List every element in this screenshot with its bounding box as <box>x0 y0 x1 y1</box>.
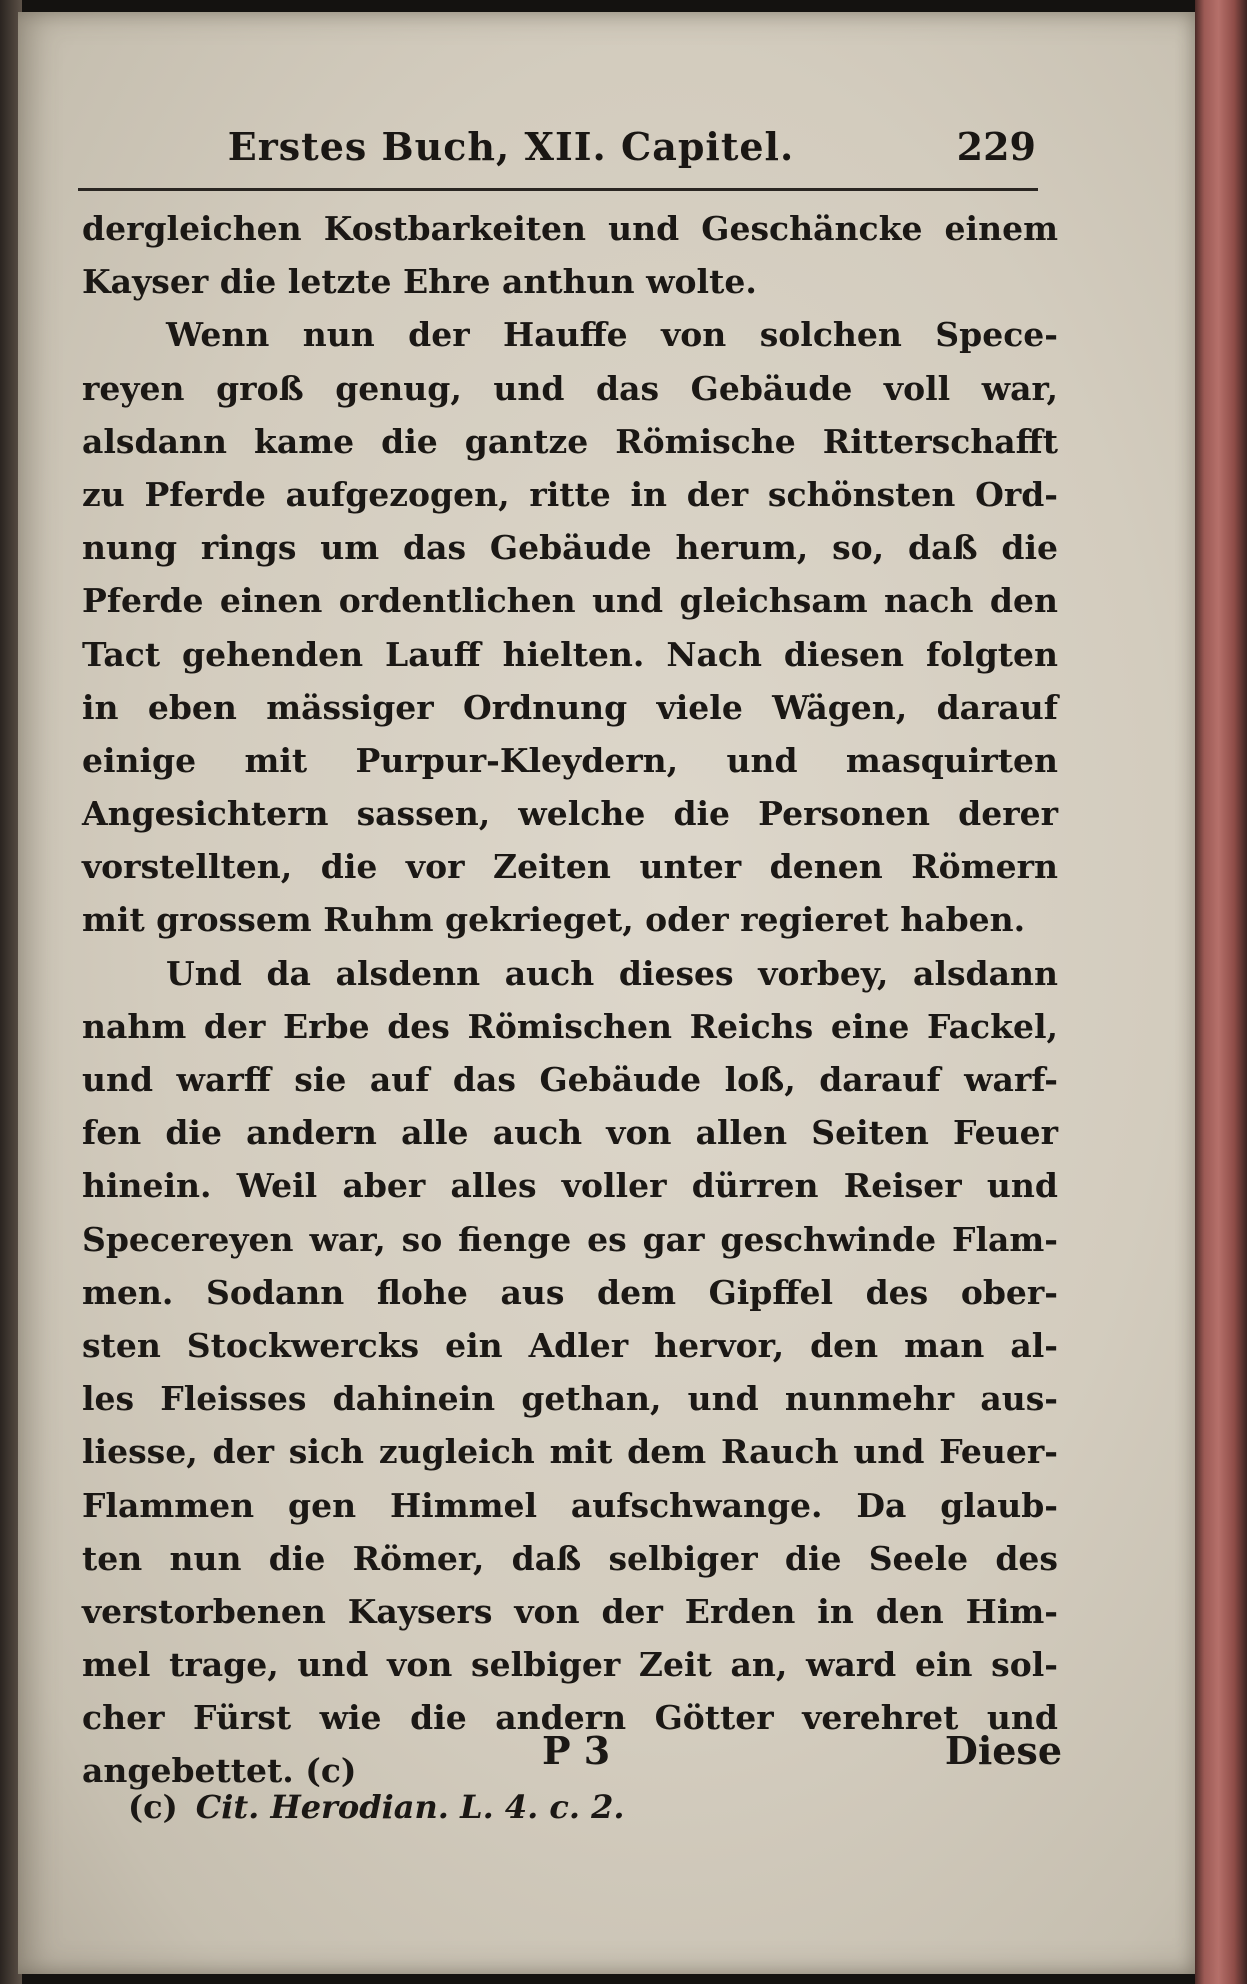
text-line: nung rings um das Gebäude herum, so, daß die <box>82 528 1058 568</box>
text-line: hinein. Weil aber alles voller dürren Reiser und <box>82 1166 1058 1206</box>
text-line: vorstellten, die vor Zeiten unter denen Römern <box>82 847 1058 887</box>
text-line: Angesichtern sassen, welche die Personen derer <box>82 794 1058 834</box>
running-head <box>76 124 1066 176</box>
text-line: Tact gehenden Lauff hielten. Nach diesen folgten <box>82 634 1058 674</box>
text-line: sten Stockwercks ein Adler hervor, den man al- <box>82 1325 1058 1365</box>
text-line: verstorbenen Kaysers von der Erden in den Him- <box>82 1591 1058 1631</box>
text-line: men. Sodann flohe aus dem Gipffel des ober- <box>82 1272 1058 1312</box>
text-line: einige mit Purpur-Kleydern, und masquirten <box>82 740 1058 780</box>
text-line: mel trage, und von selbiger Zeit an, ward ein sol- <box>82 1645 1058 1685</box>
text-line: ten nun die Römer, daß selbiger die Seele des <box>82 1538 1058 1578</box>
page-number: 229 <box>956 124 1036 169</box>
footnote-citation: Cit. Herodian. L. 4. c. 2. <box>195 1788 625 1826</box>
text-line: alsdann kame die gantze Römische Ritterschafft <box>82 421 1058 461</box>
text-line: angebettet. (c) <box>82 1751 357 1791</box>
body-text <box>82 202 1058 1798</box>
signature-mark: P 3 <box>542 1728 611 1773</box>
text-line: mit grossem Ruhm gekrieget, oder regieret haben. <box>82 900 1026 940</box>
text-line: les Fleisses dahinein gethan, und nunmehr aus- <box>82 1379 1058 1419</box>
text-line: Und da alsdenn auch dieses vorbey, alsdann <box>166 953 1058 993</box>
text-line: Wenn nun der Hauffe von solchen Spece- <box>166 315 1058 355</box>
text-line: liesse, der sich zugleich mit dem Rauch und Feuer- <box>82 1432 1058 1472</box>
chapter-title: Erstes Buch, XII. Capitel. <box>227 124 795 169</box>
text-line: Flammen gen Himmel aufschwange. Da glaub- <box>82 1485 1058 1525</box>
text-line: in eben mässiger Ordnung viele Wägen, darauf <box>82 687 1058 727</box>
text-line: Pferde einen ordentlichen und gleichsam nach den <box>82 581 1058 621</box>
page-edge <box>1195 0 1247 1984</box>
text-line: dergleichen Kostbarkeiten und Geschäncke einem <box>82 209 1058 248</box>
text-line: und warff sie auf das Gebäude loß, darauf warf- <box>82 1060 1058 1099</box>
text-line: cher Fürst wie die andern Götter verehret und <box>82 1698 1058 1738</box>
text-line: Kayser die letzte Ehre anthun wolte. <box>82 262 757 302</box>
catchword: Diese <box>944 1728 1062 1773</box>
text-line: fen die andern alle auch von allen Seiten Feuer <box>82 1113 1058 1153</box>
footnote-marker: (c) <box>128 1788 178 1826</box>
footnote <box>128 1788 625 1826</box>
book-page <box>18 12 1196 1974</box>
signature-row <box>82 1728 1062 1784</box>
header-rule <box>78 188 1038 191</box>
text-line: Specereyen war, so fienge es gar geschwinde Flam- <box>82 1219 1058 1259</box>
text-line: zu Pferde aufgezogen, ritte in der schönsten Ord- <box>82 474 1058 514</box>
text-line: reyen groß genug, und das Gebäude voll war, <box>82 368 1058 408</box>
text-line: nahm der Erbe des Römischen Reichs eine Fackel, <box>82 1006 1058 1046</box>
